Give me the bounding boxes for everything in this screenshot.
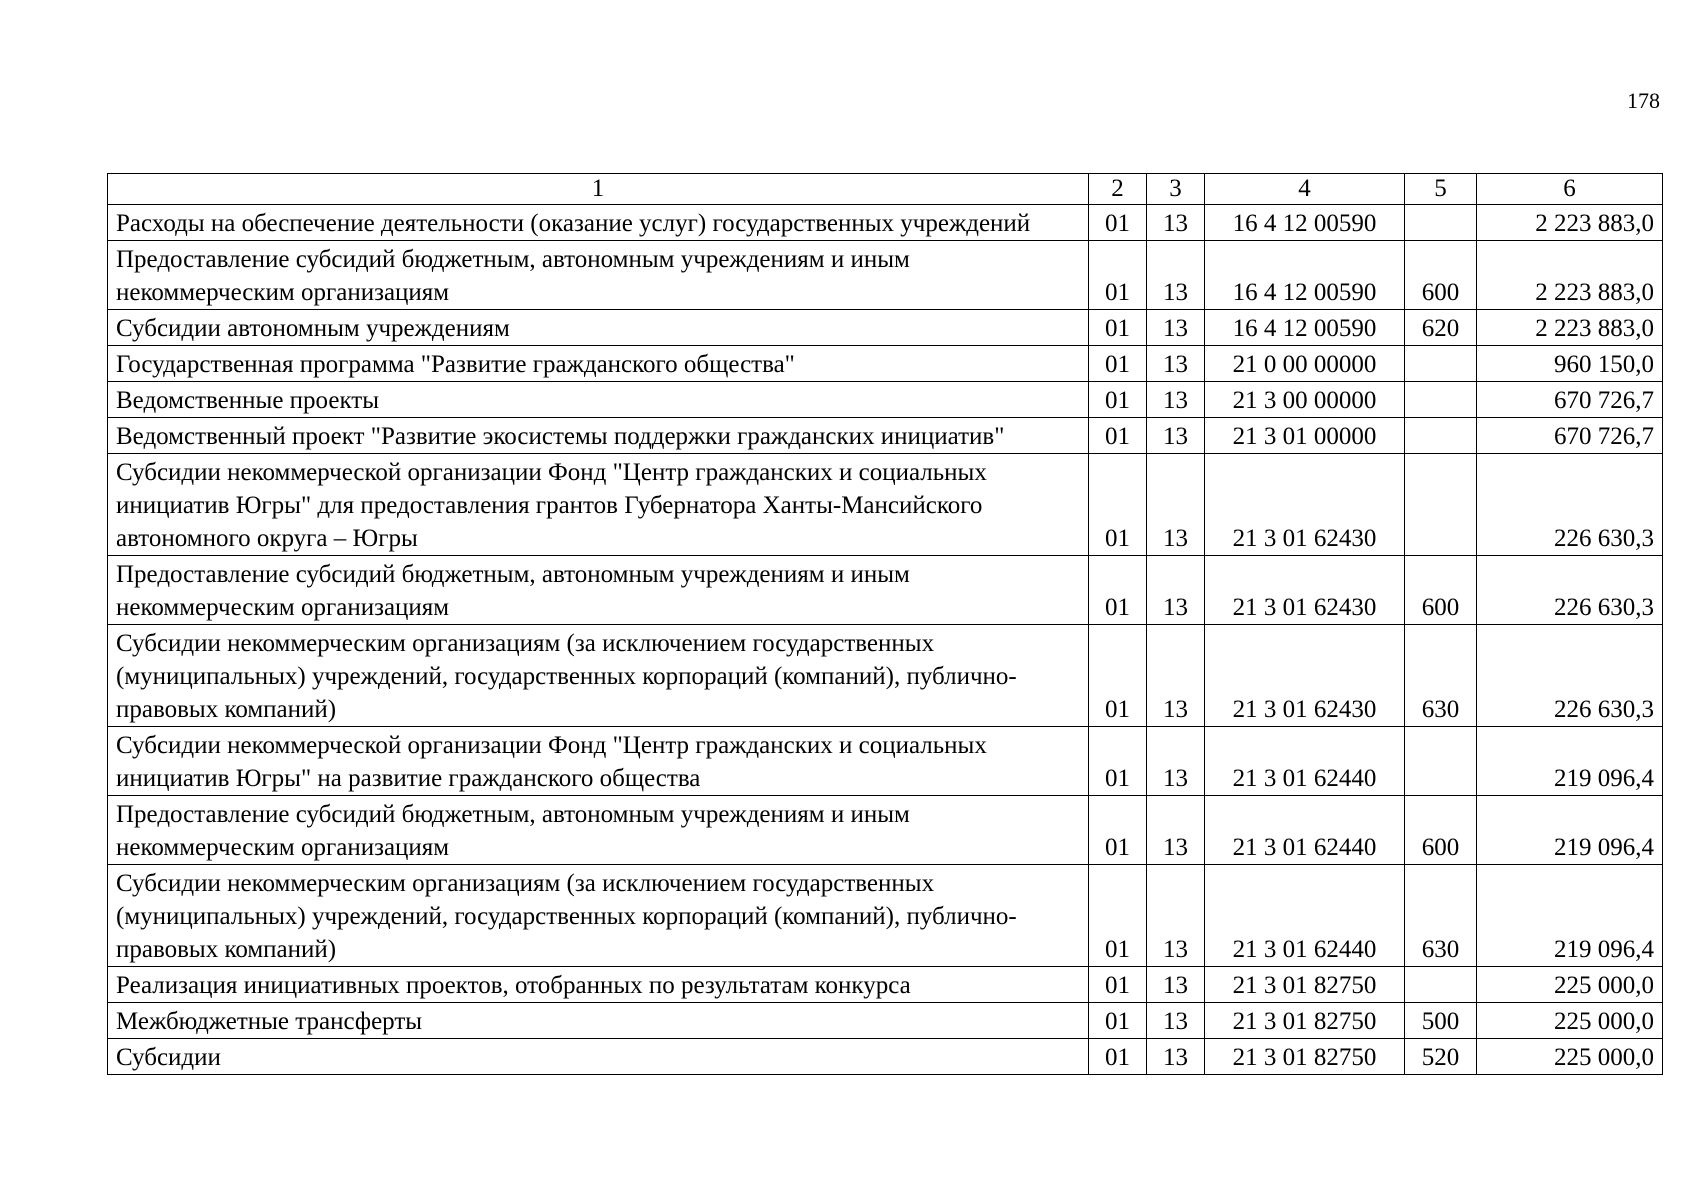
- table-row: [108, 1039, 1663, 1075]
- row-section: 01: [1089, 865, 1147, 967]
- row-section: 01: [1089, 241, 1147, 310]
- row-section: 01: [1089, 967, 1147, 1003]
- row-subsection: 13: [1147, 865, 1205, 967]
- row-section: 01: [1089, 1003, 1147, 1039]
- row-section: 01: [1089, 556, 1147, 625]
- row-name: Реализация инициативных проектов, отобранных по результатам конкурса: [108, 967, 1089, 1003]
- column-number: 2: [1089, 174, 1147, 205]
- column-number: 3: [1147, 174, 1205, 205]
- row-target-code: 21 0 00 00000: [1205, 346, 1405, 382]
- row-target-code: 21 3 01 00000: [1205, 418, 1405, 454]
- row-target-code: 16 4 12 00590: [1205, 241, 1405, 310]
- row-amount: 225 000,0: [1477, 1039, 1663, 1075]
- row-name: Субсидии: [108, 1039, 1089, 1075]
- row-amount: 670 726,7: [1477, 418, 1663, 454]
- row-name: Субсидии некоммерческим организациям (за исключением государственных (муниципальных) учреждений, государственных корпораций (компаний), публично-правовых компаний): [108, 625, 1089, 727]
- row-amount: 225 000,0: [1477, 967, 1663, 1003]
- row-section: 01: [1089, 727, 1147, 796]
- column-number: 4: [1205, 174, 1405, 205]
- row-expense-type: 620: [1405, 310, 1477, 346]
- row-expense-type: [1405, 346, 1477, 382]
- row-target-code: 21 3 01 62440: [1205, 865, 1405, 967]
- table-row: [108, 625, 1663, 727]
- row-subsection: 13: [1147, 346, 1205, 382]
- row-amount: 960 150,0: [1477, 346, 1663, 382]
- row-expense-type: [1405, 727, 1477, 796]
- row-subsection: 13: [1147, 727, 1205, 796]
- row-amount: 226 630,3: [1477, 625, 1663, 727]
- table-row: [108, 382, 1663, 418]
- row-expense-type: 600: [1405, 556, 1477, 625]
- row-expense-type: [1405, 418, 1477, 454]
- row-target-code: 21 3 01 62440: [1205, 796, 1405, 865]
- budget-table: [107, 173, 1663, 1075]
- row-section: 01: [1089, 796, 1147, 865]
- row-subsection: 13: [1147, 310, 1205, 346]
- row-subsection: 13: [1147, 454, 1205, 556]
- row-section: 01: [1089, 625, 1147, 727]
- row-subsection: 13: [1147, 556, 1205, 625]
- table-row: [108, 865, 1663, 967]
- row-expense-type: 600: [1405, 796, 1477, 865]
- row-expense-type: [1405, 967, 1477, 1003]
- row-expense-type: [1405, 454, 1477, 556]
- row-name: Субсидии автономным учреждениям: [108, 310, 1089, 346]
- row-amount: 225 000,0: [1477, 1003, 1663, 1039]
- table-row: [108, 418, 1663, 454]
- row-target-code: 21 3 01 82750: [1205, 1039, 1405, 1075]
- row-name: Межбюджетные трансферты: [108, 1003, 1089, 1039]
- row-section: 01: [1089, 310, 1147, 346]
- row-subsection: 13: [1147, 967, 1205, 1003]
- row-subsection: 13: [1147, 796, 1205, 865]
- row-expense-type: 630: [1405, 865, 1477, 967]
- row-section: 01: [1089, 382, 1147, 418]
- table-row: [108, 556, 1663, 625]
- table-row: [108, 1003, 1663, 1039]
- row-section: 01: [1089, 205, 1147, 241]
- row-subsection: 13: [1147, 382, 1205, 418]
- row-expense-type: 630: [1405, 625, 1477, 727]
- row-subsection: 13: [1147, 418, 1205, 454]
- row-amount: 2 223 883,0: [1477, 310, 1663, 346]
- row-target-code: 21 3 01 82750: [1205, 967, 1405, 1003]
- row-amount: 2 223 883,0: [1477, 241, 1663, 310]
- row-expense-type: [1405, 205, 1477, 241]
- row-section: 01: [1089, 418, 1147, 454]
- table-row: [108, 205, 1663, 241]
- table-row: [108, 727, 1663, 796]
- row-subsection: 13: [1147, 205, 1205, 241]
- row-expense-type: 500: [1405, 1003, 1477, 1039]
- row-amount: 226 630,3: [1477, 454, 1663, 556]
- row-target-code: 21 3 01 82750: [1205, 1003, 1405, 1039]
- row-amount: 670 726,7: [1477, 382, 1663, 418]
- row-amount: 2 223 883,0: [1477, 205, 1663, 241]
- row-expense-type: [1405, 382, 1477, 418]
- table-row: [108, 241, 1663, 310]
- row-subsection: 13: [1147, 625, 1205, 727]
- row-expense-type: 520: [1405, 1039, 1477, 1075]
- row-name: Субсидии некоммерческой организации Фонд "Центр гражданских и социальных инициатив Югры" на развитие гражданского общества: [108, 727, 1089, 796]
- row-target-code: 16 4 12 00590: [1205, 205, 1405, 241]
- row-expense-type: 600: [1405, 241, 1477, 310]
- row-name: Предоставление субсидий бюджетным, автономным учреждениям и иным некоммерческим организациям: [108, 241, 1089, 310]
- row-section: 01: [1089, 1039, 1147, 1075]
- row-amount: 219 096,4: [1477, 865, 1663, 967]
- row-target-code: 21 3 01 62430: [1205, 454, 1405, 556]
- table-row: [108, 796, 1663, 865]
- row-target-code: 21 3 00 00000: [1205, 382, 1405, 418]
- table-row: [108, 454, 1663, 556]
- column-number: 1: [108, 174, 1089, 205]
- row-target-code: 21 3 01 62430: [1205, 625, 1405, 727]
- row-name: Субсидии некоммерческим организациям (за исключением государственных (муниципальных) учреждений, государственных корпораций (компаний), публично-правовых компаний): [108, 865, 1089, 967]
- row-target-code: 16 4 12 00590: [1205, 310, 1405, 346]
- column-number: 5: [1405, 174, 1477, 205]
- row-target-code: 21 3 01 62430: [1205, 556, 1405, 625]
- row-target-code: 21 3 01 62440: [1205, 727, 1405, 796]
- row-amount: 219 096,4: [1477, 796, 1663, 865]
- row-section: 01: [1089, 346, 1147, 382]
- column-number-row: [108, 174, 1663, 205]
- row-name: Расходы на обеспечение деятельности (оказание услуг) государственных учреждений: [108, 205, 1089, 241]
- table-row: [108, 346, 1663, 382]
- row-name: Ведомственные проекты: [108, 382, 1089, 418]
- row-name: Государственная программа "Развитие гражданского общества": [108, 346, 1089, 382]
- row-name: Предоставление субсидий бюджетным, автономным учреждениям и иным некоммерческим организациям: [108, 556, 1089, 625]
- table-row: [108, 310, 1663, 346]
- page-number: 178: [1627, 88, 1660, 113]
- row-name: Субсидии некоммерческой организации Фонд "Центр гражданских и социальных инициатив Югры" для предоставления грантов Губернатора Ханты-Мансийского автономного округа – Югры: [108, 454, 1089, 556]
- table-row: [108, 967, 1663, 1003]
- row-name: Ведомственный проект "Развитие экосистемы поддержки гражданских инициатив": [108, 418, 1089, 454]
- row-subsection: 13: [1147, 241, 1205, 310]
- row-subsection: 13: [1147, 1039, 1205, 1075]
- row-section: 01: [1089, 454, 1147, 556]
- row-amount: 219 096,4: [1477, 727, 1663, 796]
- row-name: Предоставление субсидий бюджетным, автономным учреждениям и иным некоммерческим организациям: [108, 796, 1089, 865]
- row-amount: 226 630,3: [1477, 556, 1663, 625]
- row-subsection: 13: [1147, 1003, 1205, 1039]
- column-number: 6: [1477, 174, 1663, 205]
